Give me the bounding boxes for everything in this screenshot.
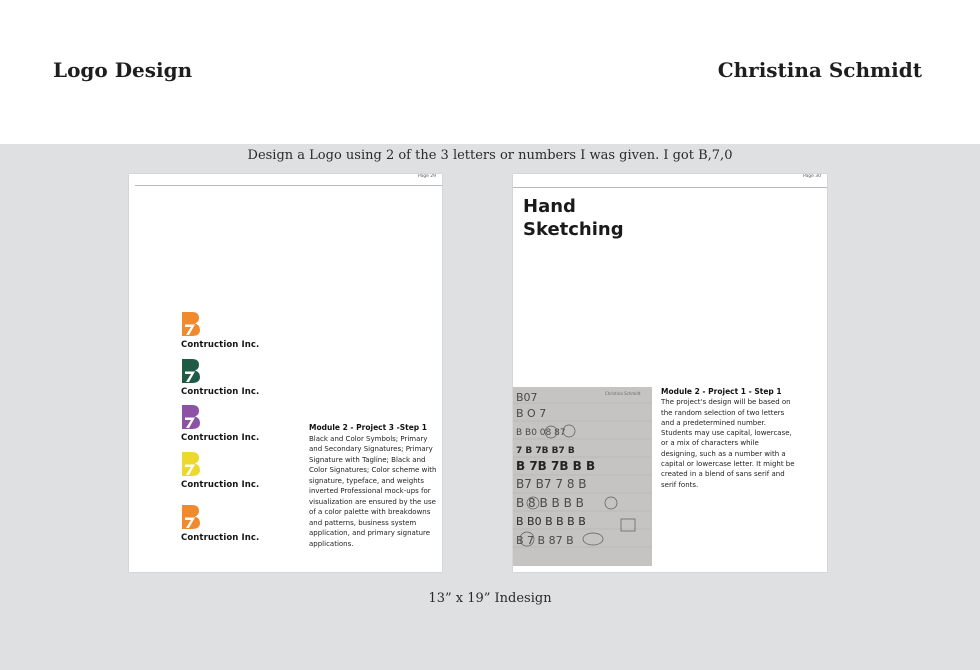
module-body: The project's design will be based on the random selection of two letters and a predetermined number. Students may use capital, lowercase, or a mix of characters while designing, such as a number with a capital or lowercase letter. It might be created in a blend of sans serif and serif fonts. (661, 398, 795, 489)
logo-company-name: Contruction Inc. (181, 533, 260, 543)
sketch-row: B 8 B B B B (516, 496, 584, 510)
logo-orange (181, 311, 259, 350)
top-caption: Design a Logo using 2 of the 3 letters or numbers I was given. I got B,7,0 (247, 148, 733, 163)
module-body: Black and Color Symbols; Primary and Secondary Signatures; Primary Signature with Tagline; Black and Color Signatures; Color scheme with signature, typeface, and weights inverted Professional mock-ups for visualization are ensured by the use of a color palette with breakdowns and patterns, business system application, and primary signature applications. (309, 434, 437, 548)
logo-yellow (181, 451, 259, 490)
logo-company-name: Contruction Inc. (181, 433, 260, 443)
b7-logo-icon (181, 311, 201, 337)
logo-purple (181, 404, 259, 443)
spread-page-left (129, 174, 442, 572)
hand-sketch-photo (513, 387, 652, 566)
b7-logo-icon (181, 404, 201, 430)
logo-orange-2 (181, 504, 259, 543)
sketch-row: 7 B 7B B7 B (516, 446, 575, 456)
module-description (309, 423, 437, 549)
sketch-signature: Christina Schmidt (605, 391, 641, 396)
header (0, 0, 980, 144)
section-title (523, 195, 624, 241)
bottom-caption: 13” x 19” Indesign (428, 591, 552, 606)
b7-logo-icon (181, 451, 201, 477)
sketch-row: B 7 B 87 B (516, 534, 574, 547)
section-title-line2: Sketching (523, 219, 624, 240)
sketch-row: B B0 08 87 (516, 428, 566, 438)
page-divider (513, 187, 827, 188)
sketch-row: B B0 B B B B (516, 515, 586, 528)
spread-page-right (513, 174, 827, 572)
page-number: Page 30 (802, 174, 821, 179)
module-heading: Module 2 - Project 1 - Step 1 (661, 387, 782, 396)
sketch-row: B7 B7 7 8 B (516, 477, 587, 491)
module-description (661, 387, 795, 490)
b7-logo-icon (181, 358, 201, 384)
logo-green (181, 358, 259, 397)
sketch-row: B 7B 7B B B (516, 459, 596, 473)
page-divider (135, 185, 442, 186)
module-heading: Module 2 - Project 3 -Step 1 (309, 423, 428, 432)
logo-company-name: Contruction Inc. (181, 480, 260, 490)
section-title-line1: Hand (523, 196, 576, 217)
page-number: Page 29 (417, 174, 436, 179)
logo-company-name: Contruction Inc. (181, 340, 260, 350)
page-title: Logo Design (53, 58, 193, 82)
logo-company-name: Contruction Inc. (181, 387, 260, 397)
sketch-row: B07 (516, 391, 538, 404)
sketch-row: B O 7 (516, 407, 547, 420)
author-name: Christina Schmidt (717, 58, 922, 82)
b7-logo-icon (181, 504, 201, 530)
